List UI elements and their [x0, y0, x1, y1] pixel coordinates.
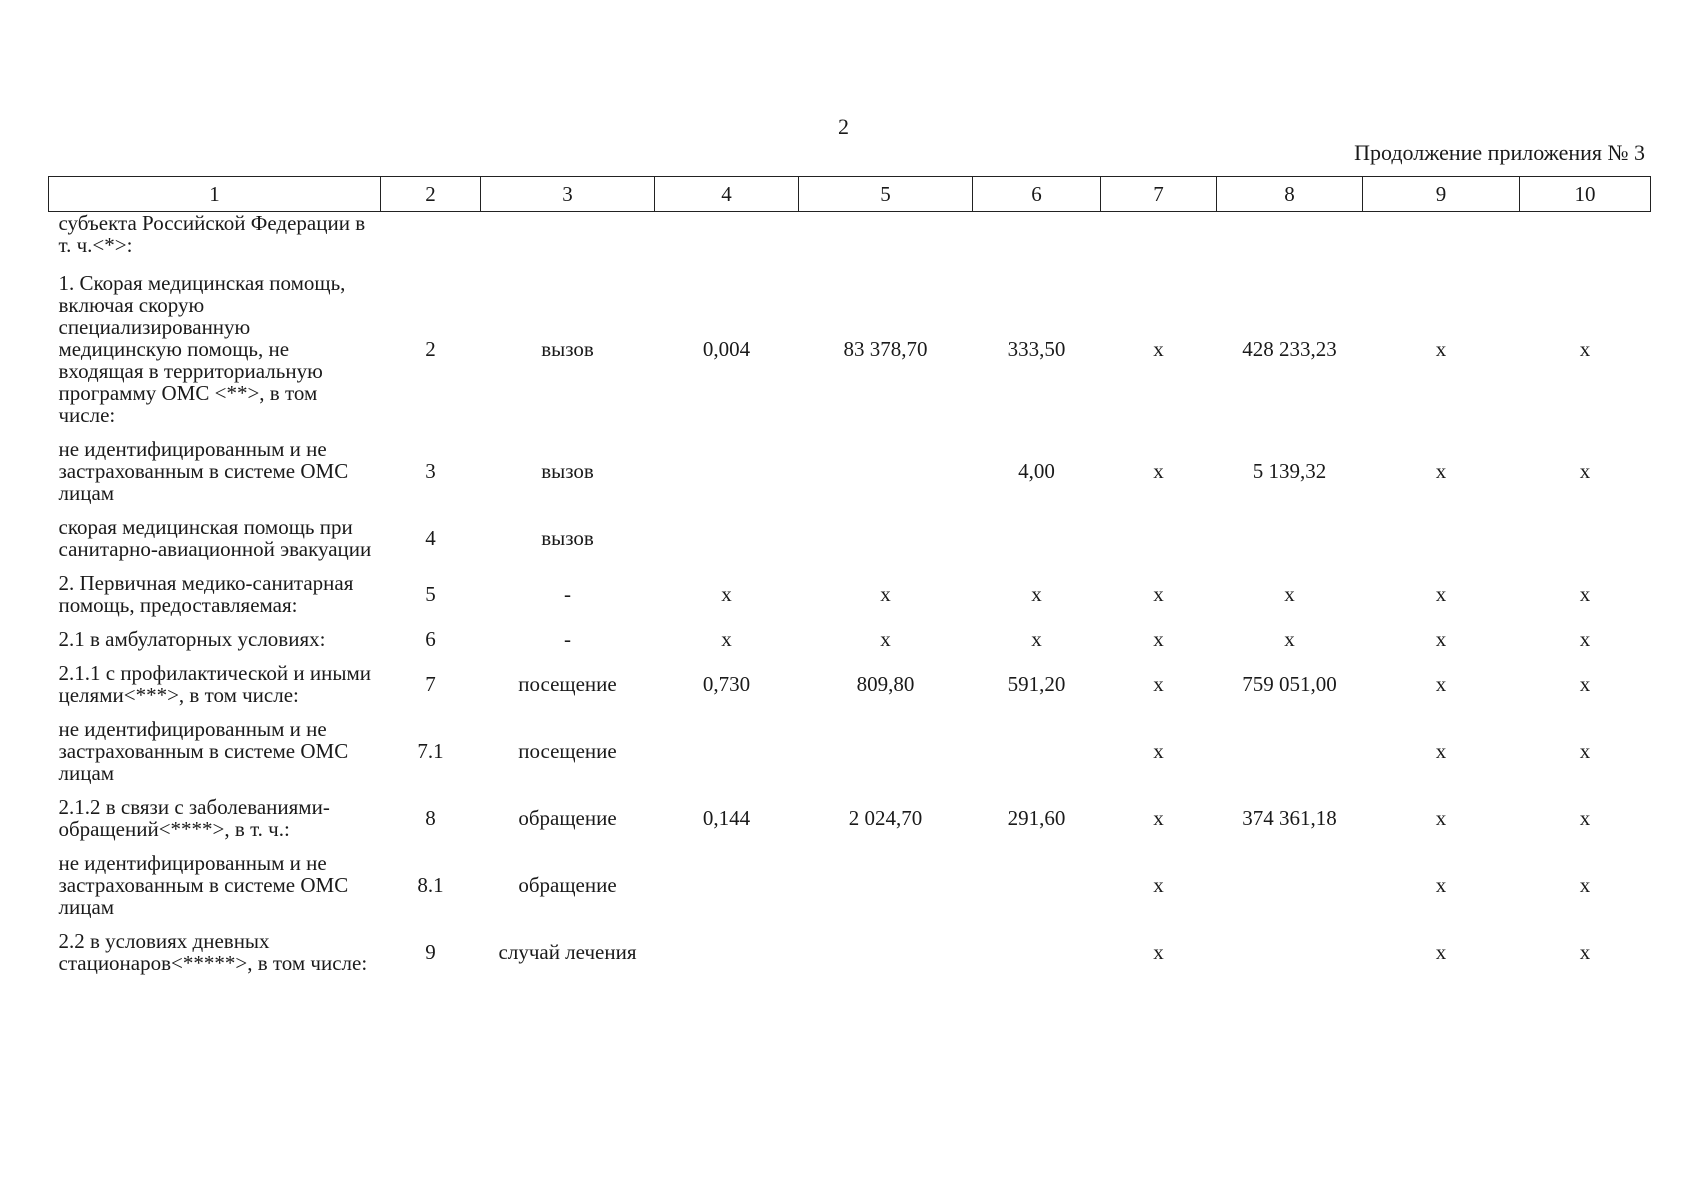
cell-col10: x: [1579, 806, 1591, 830]
cell-col8: 428 233,23: [1242, 337, 1337, 361]
column-header: 6: [973, 177, 1101, 212]
cell-col4: [655, 846, 799, 924]
cell-col10: x: [1579, 672, 1591, 696]
row-name: 2.1.2 в связи с заболеваниями-обращений<****>, в т. ч.:: [58, 795, 330, 841]
row-name: не идентифицированным и не застрахованным в системе ОМС лицам: [58, 717, 349, 785]
cell-unit: вызов: [541, 526, 594, 550]
cell-col6: [973, 846, 1101, 924]
cell-col9: x: [1435, 337, 1447, 361]
cell-row-number: 8: [425, 806, 436, 830]
cell-unit: обращение: [518, 806, 617, 830]
cell-col6: [973, 712, 1101, 790]
cell-col8: [1217, 846, 1363, 924]
cell-col6: 4,00: [1018, 459, 1055, 483]
cell-col5: x: [880, 627, 891, 651]
cell-col4: x: [721, 627, 732, 651]
cell-col9: [1363, 510, 1520, 566]
table-row: [49, 266, 1651, 432]
cell-col5: 809,80: [856, 672, 915, 696]
row-name: 2.2 в условиях дневных стационаров<*****>, в том числе:: [58, 929, 368, 975]
cell-col9: x: [1435, 739, 1447, 763]
table-row: [49, 790, 1651, 846]
row-name: скорая медицинская помощь при санитарно-авиационной эвакуации: [58, 515, 372, 561]
cell-row-number: [381, 212, 481, 267]
row-name: не идентифицированным и не застрахованным в системе ОМС лицам: [58, 437, 349, 505]
cell-col8: [1217, 924, 1363, 980]
cell-col4: [655, 712, 799, 790]
cell-col4: [655, 212, 799, 267]
cell-col4: x: [721, 582, 732, 606]
cell-unit: -: [564, 582, 571, 606]
column-header: 7: [1101, 177, 1217, 212]
column-header: 10: [1520, 177, 1651, 212]
cell-col9: x: [1435, 672, 1447, 696]
cell-col8: x: [1284, 582, 1295, 606]
cell-col9: x: [1435, 940, 1447, 964]
cell-col8: [1217, 712, 1363, 790]
cell-col7: [1101, 212, 1217, 267]
column-number-header: [49, 177, 1651, 212]
cell-col7: x: [1153, 582, 1164, 606]
cell-row-number: 2: [425, 337, 436, 361]
cell-col7: x: [1153, 940, 1164, 964]
cell-unit: вызов: [541, 337, 594, 361]
table-row: [49, 510, 1651, 566]
cell-col5: [799, 432, 973, 510]
cell-col7: x: [1153, 672, 1164, 696]
cell-col8: 374 361,18: [1242, 806, 1337, 830]
cell-col10: [1520, 510, 1651, 566]
cell-col4: 0,144: [702, 806, 751, 830]
table-row: [49, 712, 1651, 790]
cell-col7: [1101, 510, 1217, 566]
cell-col9: x: [1435, 806, 1447, 830]
cell-col10: [1520, 212, 1651, 267]
cell-col10: x: [1579, 627, 1591, 651]
cell-col7: x: [1153, 627, 1164, 651]
cell-row-number: 5: [425, 582, 436, 606]
cell-unit: вызов: [541, 459, 594, 483]
cell-col7: x: [1153, 459, 1164, 483]
cell-unit: посещение: [518, 672, 617, 696]
cell-unit: случай лечения: [498, 940, 637, 964]
cell-col6: [973, 924, 1101, 980]
cell-unit: посещение: [518, 739, 617, 763]
page-number: 2: [838, 114, 849, 139]
cell-col9: x: [1435, 582, 1447, 606]
cell-row-number: 8.1: [417, 873, 444, 897]
cell-unit: [481, 212, 655, 267]
cell-col9: x: [1435, 873, 1447, 897]
table-row: [49, 566, 1651, 622]
cell-col4: 0,004: [702, 337, 751, 361]
cell-col10: x: [1579, 459, 1591, 483]
cell-col4: [655, 432, 799, 510]
table-row: [49, 846, 1651, 924]
column-header: 3: [481, 177, 655, 212]
cell-col7: x: [1153, 873, 1164, 897]
cell-row-number: 7.1: [417, 739, 444, 763]
cell-col9: x: [1435, 459, 1447, 483]
table-row: [49, 212, 1651, 267]
cell-col9: [1363, 212, 1520, 267]
table-row: [49, 924, 1651, 980]
row-name: субъекта Российской Федерации в т. ч.<*>:: [58, 211, 366, 257]
cell-col9: x: [1435, 627, 1447, 651]
cell-col8: [1217, 212, 1363, 267]
cell-col7: x: [1153, 739, 1164, 763]
cell-col10: x: [1579, 940, 1591, 964]
cell-col5: [799, 924, 973, 980]
cell-col5: [799, 212, 973, 267]
column-header: 2: [381, 177, 481, 212]
row-name: 2.1.1 с профилактической и иными целями<***>, в том числе:: [58, 661, 371, 707]
cell-col10: x: [1579, 873, 1591, 897]
cell-col7: x: [1153, 337, 1164, 361]
cell-col8: 759 051,00: [1242, 672, 1337, 696]
row-name: не идентифицированным и не застрахованным в системе ОМС лицам: [58, 851, 349, 919]
cell-row-number: 4: [425, 526, 436, 550]
cell-col5: [799, 846, 973, 924]
cell-col5: 83 378,70: [843, 337, 928, 361]
column-header: 5: [799, 177, 973, 212]
cell-col7: x: [1153, 806, 1164, 830]
cell-col4: 0,730: [702, 672, 751, 696]
column-header: 1: [49, 177, 381, 212]
cell-col5: [799, 510, 973, 566]
cell-col5: x: [880, 582, 891, 606]
cell-row-number: 3: [425, 459, 436, 483]
cell-row-number: 7: [425, 672, 436, 696]
cell-unit: -: [564, 627, 571, 651]
appendix-continuation-note: Продолжение приложения № 3: [1354, 140, 1645, 165]
table-row: [49, 622, 1651, 656]
cell-col8: 5 139,32: [1252, 459, 1327, 483]
cell-col4: [655, 510, 799, 566]
cell-unit: обращение: [518, 873, 617, 897]
cell-col8: [1217, 510, 1363, 566]
cell-row-number: 9: [425, 940, 436, 964]
cell-col10: x: [1579, 582, 1591, 606]
cell-col6: 591,20: [1007, 672, 1066, 696]
cell-col6: 333,50: [1007, 337, 1066, 361]
table-row: [49, 432, 1651, 510]
column-header: 8: [1217, 177, 1363, 212]
cell-col5: [799, 712, 973, 790]
row-name: 2. Первичная медико-санитарная помощь, предоставляемая:: [58, 571, 354, 617]
cell-col4: [655, 924, 799, 980]
cell-col8: x: [1284, 627, 1295, 651]
row-name: 1. Скорая медицинская помощь, включая скорую специализированную медицинскую помощь, не входящая в территориальную программу ОМС <**>, в том числе:: [58, 271, 346, 427]
row-name: 2.1 в амбулаторных условиях:: [58, 627, 326, 651]
cell-col6: [973, 510, 1101, 566]
cell-col5: 2 024,70: [848, 806, 923, 830]
cell-col10: x: [1579, 337, 1591, 361]
cell-row-number: 6: [425, 627, 436, 651]
cell-col6: [973, 212, 1101, 267]
table-row: [49, 656, 1651, 712]
appendix-table: [48, 176, 1651, 980]
column-header: 9: [1363, 177, 1520, 212]
cell-col10: x: [1579, 739, 1591, 763]
cell-col6: 291,60: [1007, 806, 1066, 830]
cell-col6: x: [1031, 627, 1042, 651]
cell-col6: x: [1031, 582, 1042, 606]
column-header: 4: [655, 177, 799, 212]
